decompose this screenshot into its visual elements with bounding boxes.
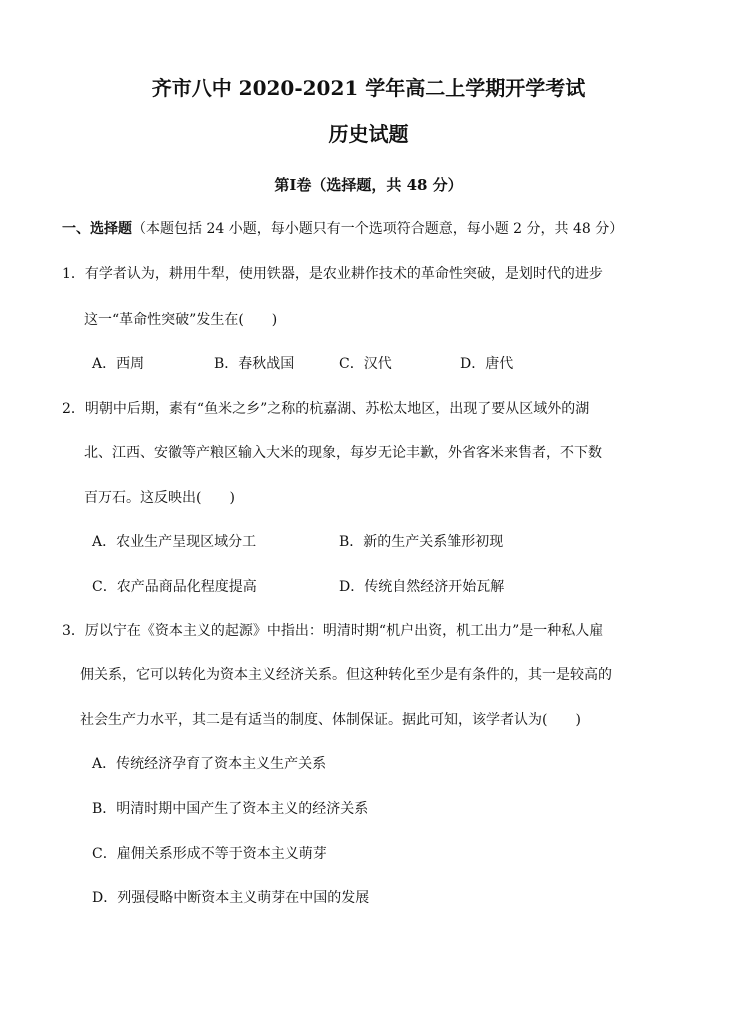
question-1-line-1: 1．有学者认为，耕用牛犁，使用铁器，是农业耕作技术的革命性突破，是划时代的进步 bbox=[62, 266, 603, 282]
section-label: 一、选择题 bbox=[62, 221, 132, 237]
question-3-option-c[interactable]: C．雇佣关系形成不等于资本主义萌芽 bbox=[92, 846, 327, 862]
exam-subject: 历史试题 bbox=[328, 122, 409, 146]
question-3-line-2: 佣关系，它可以转化为资本主义经济关系。但这种转化至少是有条件的，其一是较高的 bbox=[80, 667, 612, 683]
question-2-option-d[interactable]: D．传统自然经济开始瓦解 bbox=[339, 579, 505, 595]
question-3-line-3: 社会生产力水平，其二是有适当的制度、体制保证。据此可知，该学者认为( ) bbox=[80, 712, 581, 728]
question-2-option-c[interactable]: C．农产品商品化程度提高 bbox=[92, 579, 257, 595]
question-1-option-b[interactable]: B．春秋战国 bbox=[214, 356, 295, 372]
section-instructions: （本题包括 24 小题，每小题只有一个选项符合题意，每小题 2 分，共 48 分） bbox=[132, 221, 624, 237]
question-3-option-b[interactable]: B．明清时期中国产生了资本主义的经济关系 bbox=[92, 801, 369, 817]
question-1-option-c[interactable]: C．汉代 bbox=[339, 356, 392, 372]
question-3-line-1: 3．厉以宁在《资本主义的起源》中指出：明清时期“机户出资，机工出力”是一种私人雇 bbox=[62, 623, 604, 639]
section-heading bbox=[62, 220, 623, 238]
question-1-option-d[interactable]: D．唐代 bbox=[460, 356, 514, 372]
exam-title: 齐市八中 2020-2021 学年高二上学期开学考试 bbox=[151, 76, 586, 100]
question-1-line-2: 这一“革命性突破”发生在( ) bbox=[84, 312, 278, 328]
question-2-option-a[interactable]: A．农业生产呈现区域分工 bbox=[92, 534, 257, 550]
question-2-line-1: 2．明朝中后期，素有“鱼米之乡”之称的杭嘉湖、苏松太地区，出现了要从区域外的湖 bbox=[62, 401, 590, 417]
question-1-option-a[interactable]: A．西周 bbox=[92, 356, 145, 372]
question-2-line-2: 北、江西、安徽等产粮区输入大米的现象，每岁无论丰歉，外省客米来售者，不下数 bbox=[84, 445, 602, 461]
question-2-option-b[interactable]: B．新的生产关系雏形初现 bbox=[339, 534, 504, 550]
question-3-option-d[interactable]: D．列强侵略中断资本主义萌芽在中国的发展 bbox=[92, 890, 370, 906]
volume-title: 第Ⅰ卷（选择题，共 48 分） bbox=[274, 176, 463, 194]
question-2-line-3: 百万石。这反映出( ) bbox=[84, 490, 235, 506]
question-3-option-a[interactable]: A．传统经济孕育了资本主义生产关系 bbox=[92, 756, 327, 772]
